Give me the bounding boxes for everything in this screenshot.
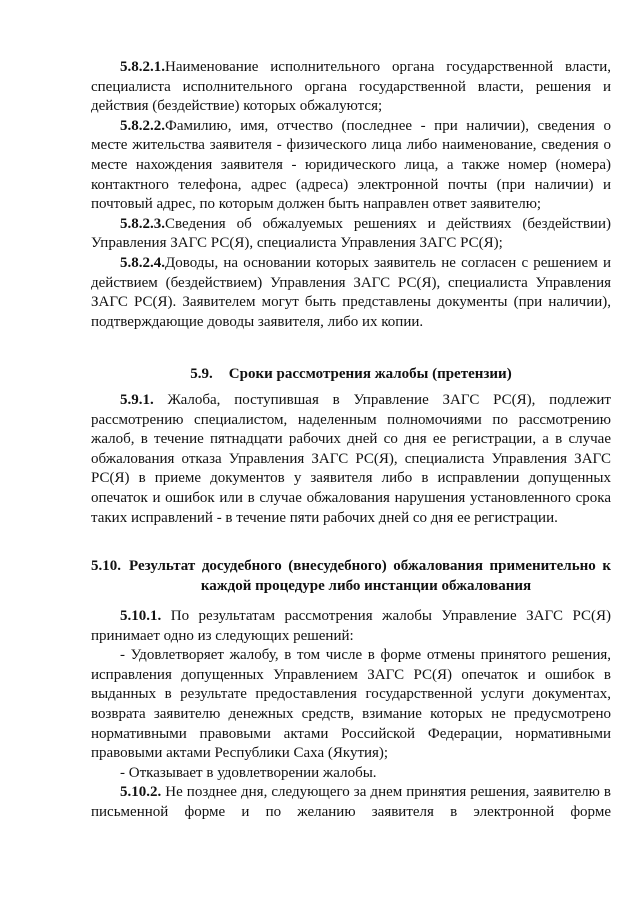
clause-number: 5.8.2.3. [120,215,165,232]
clause-text: Не позднее дня, следующего за днем принятия решения, заявителю в письменной форме и по желанию заявителя в электронной форме [91,784,611,820]
section-heading-5-10 [91,557,611,596]
paragraph-5-10-1 [91,607,611,646]
clause-text: Фамилию, имя, отчество (последнее - при наличии), сведения о месте жительства заявителя - физического лица либо наименование, сведения о месте нахождения заявителя - юридического лица, а также номер (номера) контактного телефона, адрес (адреса) электронной почты (при наличии) и почтовый адрес, по которым должен быть направлен ответ заявителю; [91,117,611,213]
section-5-10-heading-block [91,557,611,596]
paragraph-5-8-2-2 [91,117,611,215]
heading-text-line-2: каждой процедуре либо инстанции обжалования [200,577,532,594]
clause-number: 5.8.2.1. [120,59,165,75]
clause-number: 5.9.1. [120,392,154,408]
section-heading-5-9 [91,365,611,385]
heading-line-1 [91,557,611,577]
heading-text-line-1: Результат досудебного (внесудебного) обжалования применительно к [129,558,611,574]
bullet-satisfies-complaint: - Удовлетворяет жалобу, в том числе в форме отмены принятого решения, исправления допущенных Управлением ЗАГС РС(Я) опечаток и ошибок в выданных в результате предоставления государственной услуги документах, возврата заявителю денежных средств, взимание которых не предусмотрено нормативными правовыми актами Российской Федерации, нормативными правовыми актами Республики Саха (Якутия); [91,647,611,762]
clause-text: Доводы, на основании которых заявитель не согласен с решением и действием (бездействием) Управления ЗАГС РС(Я), специалиста Управления ЗАГС РС(Я). Заявителем могут быть представлены документы (при наличии), подтверждающие доводы заявителя, либо их копии. [91,254,611,330]
clause-text: Жалоба, поступившая в Управление ЗАГС РС(Я), подлежит рассмотрению специалистом, наделенным полномочиями по рассмотрению жалоб, в течение пятнадцати рабочих дней со дня ее регистрации, а в случае обжалования отказа Управления ЗАГС РС(Я), специалиста Управления ЗАГС РС(Я) в приеме документов у заявителя либо в исправлении допущенных опечаток и ошибок или в случае обжалования нарушения установленного срока таких исправлений - в течение пяти рабочих дней со дня ее регистрации. [91,392,611,526]
paragraph-5-10-2 [91,783,611,822]
clause-number: 5.10.1. [120,608,162,624]
clause-number: 5.8.2.4. [120,254,165,271]
paragraph-5-8-2-1 [91,58,611,117]
paragraph-5-9-1 [91,391,611,528]
clause-text: Сведения об обжалуемых решениях и действиях (бездействии) Управления ЗАГС РС(Я), специалиста Управления ЗАГС РС(Я); [91,215,611,252]
heading-number: 5.9. [190,366,213,382]
clause-number: 5.8.2.2. [120,117,165,134]
heading-number: 5.10. [91,558,121,574]
section-5-9-heading-block [91,365,611,385]
section-5-9-body [91,391,611,528]
bullet-refuses-complaint: - Отказывает в удовлетворении жалобы. [120,764,377,781]
paragraph-5-8-2-4 [91,254,611,332]
heading-text: Сроки рассмотрения жалобы (претензии) [228,366,512,382]
section-5-10-body [91,607,611,823]
clause-text: По результатам рассмотрения жалобы Управление ЗАГС РС(Я) принимает одно из следующих решений: [91,608,611,644]
section-5-8-2 [91,58,611,332]
clause-text: Наименование исполнительного органа государственной власти, специалиста исполнительного органа государственной власти, решения и действия (бездействие) которых обжалуются; [91,59,611,115]
clause-number: 5.10.2. [120,784,162,801]
paragraph-5-8-2-3 [91,215,611,254]
